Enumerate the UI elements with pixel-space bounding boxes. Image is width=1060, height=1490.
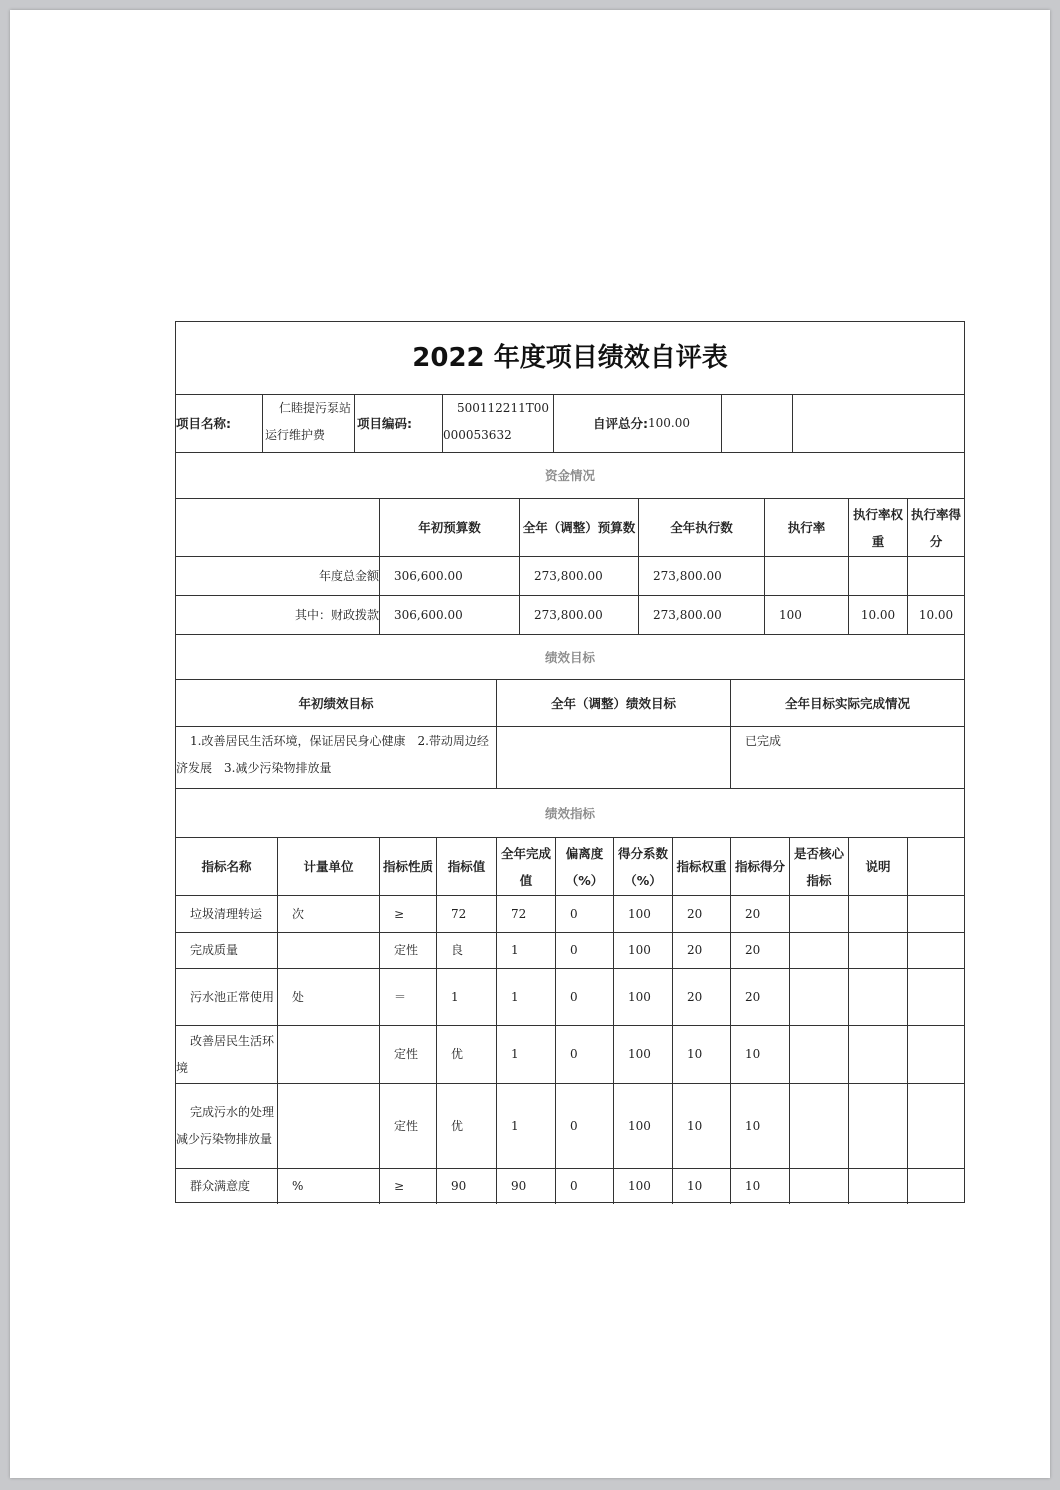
indicator-cell: 10: [730, 1025, 789, 1083]
fund-cell: 273,800.00: [519, 556, 638, 595]
fund-cell: 273,800.00: [638, 595, 764, 634]
indicator-cell: 20: [672, 932, 730, 968]
project-name-text: 仁睦提污泵站运行维护费: [265, 401, 352, 442]
indicator-header: 说明: [848, 837, 907, 895]
evaluation-table: [175, 321, 965, 1203]
indicator-cell: [789, 1025, 848, 1083]
indicator-cell: [848, 932, 907, 968]
indicator-cell: 1: [496, 1083, 555, 1168]
indicator-cell: [789, 968, 848, 1025]
indicator-cell: 20: [672, 968, 730, 1025]
empty-cell: [721, 394, 792, 452]
indicator-name: [176, 895, 277, 932]
indicator-cell: 0: [555, 968, 613, 1025]
goals-adjusted: [496, 726, 730, 788]
indicator-cell: 定性: [379, 1083, 436, 1168]
indicator-cell: 72: [496, 895, 555, 932]
indicator-cell: 100: [613, 1083, 672, 1168]
fund-cell: 10.00: [848, 595, 907, 634]
indicator-cell: [907, 968, 964, 1025]
indicator-cell: 20: [672, 895, 730, 932]
indicator-cell: 0: [555, 1025, 613, 1083]
indicator-cell: 优: [436, 1083, 496, 1168]
indicator-header: 计量单位: [277, 837, 379, 895]
self-score-label: 自评总分:: [553, 394, 648, 452]
fund-header: 年初预算数: [379, 498, 519, 556]
fund-cell: [764, 556, 848, 595]
indicators-section-title: 绩效指标: [176, 788, 964, 837]
fund-cell: 273,800.00: [519, 595, 638, 634]
indicator-cell: 1: [436, 968, 496, 1025]
indicator-header: 全年完成值: [496, 837, 555, 895]
self-score-value: 100.00: [648, 394, 721, 452]
fund-section-title: 资金情况: [176, 452, 964, 498]
indicator-cell: 次: [277, 895, 379, 932]
indicator-cell: [277, 1083, 379, 1168]
indicator-cell: [907, 1025, 964, 1083]
indicator-cell: [848, 1083, 907, 1168]
indicator-cell: 72: [436, 895, 496, 932]
indicator-cell: 0: [555, 932, 613, 968]
indicator-cell: [789, 932, 848, 968]
indicator-cell: 10: [730, 1083, 789, 1168]
document-page: [10, 10, 1050, 1478]
fund-cell: 306,600.00: [379, 556, 519, 595]
goals-header: 全年（调整）绩效目标: [496, 679, 730, 726]
fund-cell: 273,800.00: [638, 556, 764, 595]
indicator-cell: %: [277, 1168, 379, 1204]
indicator-header: 指标值: [436, 837, 496, 895]
fund-cell: 100: [764, 595, 848, 634]
indicator-cell: 良: [436, 932, 496, 968]
indicator-cell: 1: [496, 968, 555, 1025]
fund-cell: [907, 556, 964, 595]
indicator-header: 指标名称: [176, 837, 277, 895]
indicator-cell: 1: [496, 1025, 555, 1083]
indicator-name: [176, 1083, 277, 1168]
goals-header: 全年目标实际完成情况: [730, 679, 964, 726]
fund-header: 全年（调整）预算数: [519, 498, 638, 556]
indicator-name-text: 垃圾清理转运: [190, 906, 263, 921]
indicator-header: 得分系数（%）: [613, 837, 672, 895]
indicator-cell: 100: [613, 1025, 672, 1083]
fund-header: 全年执行数: [638, 498, 764, 556]
indicator-name-text: 污水池正常使用: [190, 989, 275, 1004]
indicator-cell: 20: [730, 895, 789, 932]
indicator-cell: [907, 932, 964, 968]
indicator-cell: 100: [613, 1168, 672, 1204]
indicator-cell: 1: [496, 932, 555, 968]
indicator-cell: [848, 1025, 907, 1083]
indicator-cell: 定性: [379, 932, 436, 968]
project-code-text: 500112211T00000053632: [443, 401, 549, 442]
indicator-cell: [907, 1083, 964, 1168]
indicator-header: 是否核心指标: [789, 837, 848, 895]
fund-header: 执行率权重: [848, 498, 907, 556]
indicator-header: 指标得分: [730, 837, 789, 895]
fund-row-label: 其中：财政拨款: [176, 595, 379, 634]
indicator-name: [176, 1025, 277, 1083]
indicator-cell: [277, 932, 379, 968]
indicator-name-text: 改善居民生活环境: [176, 1033, 275, 1075]
indicator-cell: [848, 968, 907, 1025]
project-code-label: 项目编码:: [354, 394, 442, 452]
indicator-name-text: 完成污水的处理减少污染物排放量: [176, 1105, 275, 1146]
indicator-cell: [848, 895, 907, 932]
indicator-cell: [789, 1083, 848, 1168]
indicator-cell: [789, 895, 848, 932]
indicator-header: [907, 837, 964, 895]
fund-cell: 306,600.00: [379, 595, 519, 634]
indicator-cell: 处: [277, 968, 379, 1025]
indicator-cell: ＝: [379, 968, 436, 1025]
project-code-value: [442, 394, 553, 452]
project-name-value: [262, 394, 354, 452]
indicator-header: 偏离度（%）: [555, 837, 613, 895]
indicator-cell: 0: [555, 1168, 613, 1204]
indicator-cell: 定性: [379, 1025, 436, 1083]
indicator-cell: 10: [730, 1168, 789, 1204]
indicator-name: [176, 932, 277, 968]
goals-section-title: 绩效目标: [176, 634, 964, 679]
indicator-cell: 90: [436, 1168, 496, 1204]
fund-header: 执行率: [764, 498, 848, 556]
indicator-cell: 0: [555, 895, 613, 932]
indicator-cell: 优: [436, 1025, 496, 1083]
indicator-cell: 90: [496, 1168, 555, 1204]
fund-header: 执行率得分: [907, 498, 964, 556]
indicator-cell: 100: [613, 932, 672, 968]
fund-cell: [848, 556, 907, 595]
indicator-cell: ≥: [379, 895, 436, 932]
indicator-header: 指标权重: [672, 837, 730, 895]
empty-cell: [176, 498, 379, 556]
indicator-cell: 20: [730, 932, 789, 968]
indicator-cell: [789, 1168, 848, 1204]
indicator-cell: 10: [672, 1083, 730, 1168]
indicator-name: [176, 1168, 277, 1204]
indicator-cell: 100: [613, 895, 672, 932]
indicator-cell: [277, 1025, 379, 1083]
goals-header: 年初绩效目标: [176, 679, 496, 726]
page-title: 2022 年度项目绩效自评表: [412, 342, 728, 373]
indicator-name: [176, 968, 277, 1025]
indicator-name-text: 完成质量: [190, 943, 239, 957]
indicator-cell: [907, 1168, 964, 1204]
indicator-header: 指标性质: [379, 837, 436, 895]
indicator-cell: [907, 895, 964, 932]
empty-cell: [792, 394, 964, 452]
indicator-cell: 100: [613, 968, 672, 1025]
goals-initial: [176, 726, 496, 788]
indicator-name-text: 群众满意度: [190, 1179, 251, 1193]
indicator-cell: 10: [672, 1025, 730, 1083]
indicator-cell: 0: [555, 1083, 613, 1168]
fund-cell: 10.00: [907, 595, 964, 634]
indicator-cell: 20: [730, 968, 789, 1025]
fund-row-label: 年度总金额: [176, 556, 379, 595]
indicator-cell: [848, 1168, 907, 1204]
indicator-cell: ≥: [379, 1168, 436, 1204]
indicator-cell: 10: [672, 1168, 730, 1204]
project-name-label: 项目名称:: [176, 394, 262, 452]
goals-actual: 已完成: [730, 726, 964, 788]
goals-initial-text: 1.改善居民生活环境，保证居民身心健康 2.带动周边经济发展 3.减少污染物排放量: [176, 734, 489, 775]
